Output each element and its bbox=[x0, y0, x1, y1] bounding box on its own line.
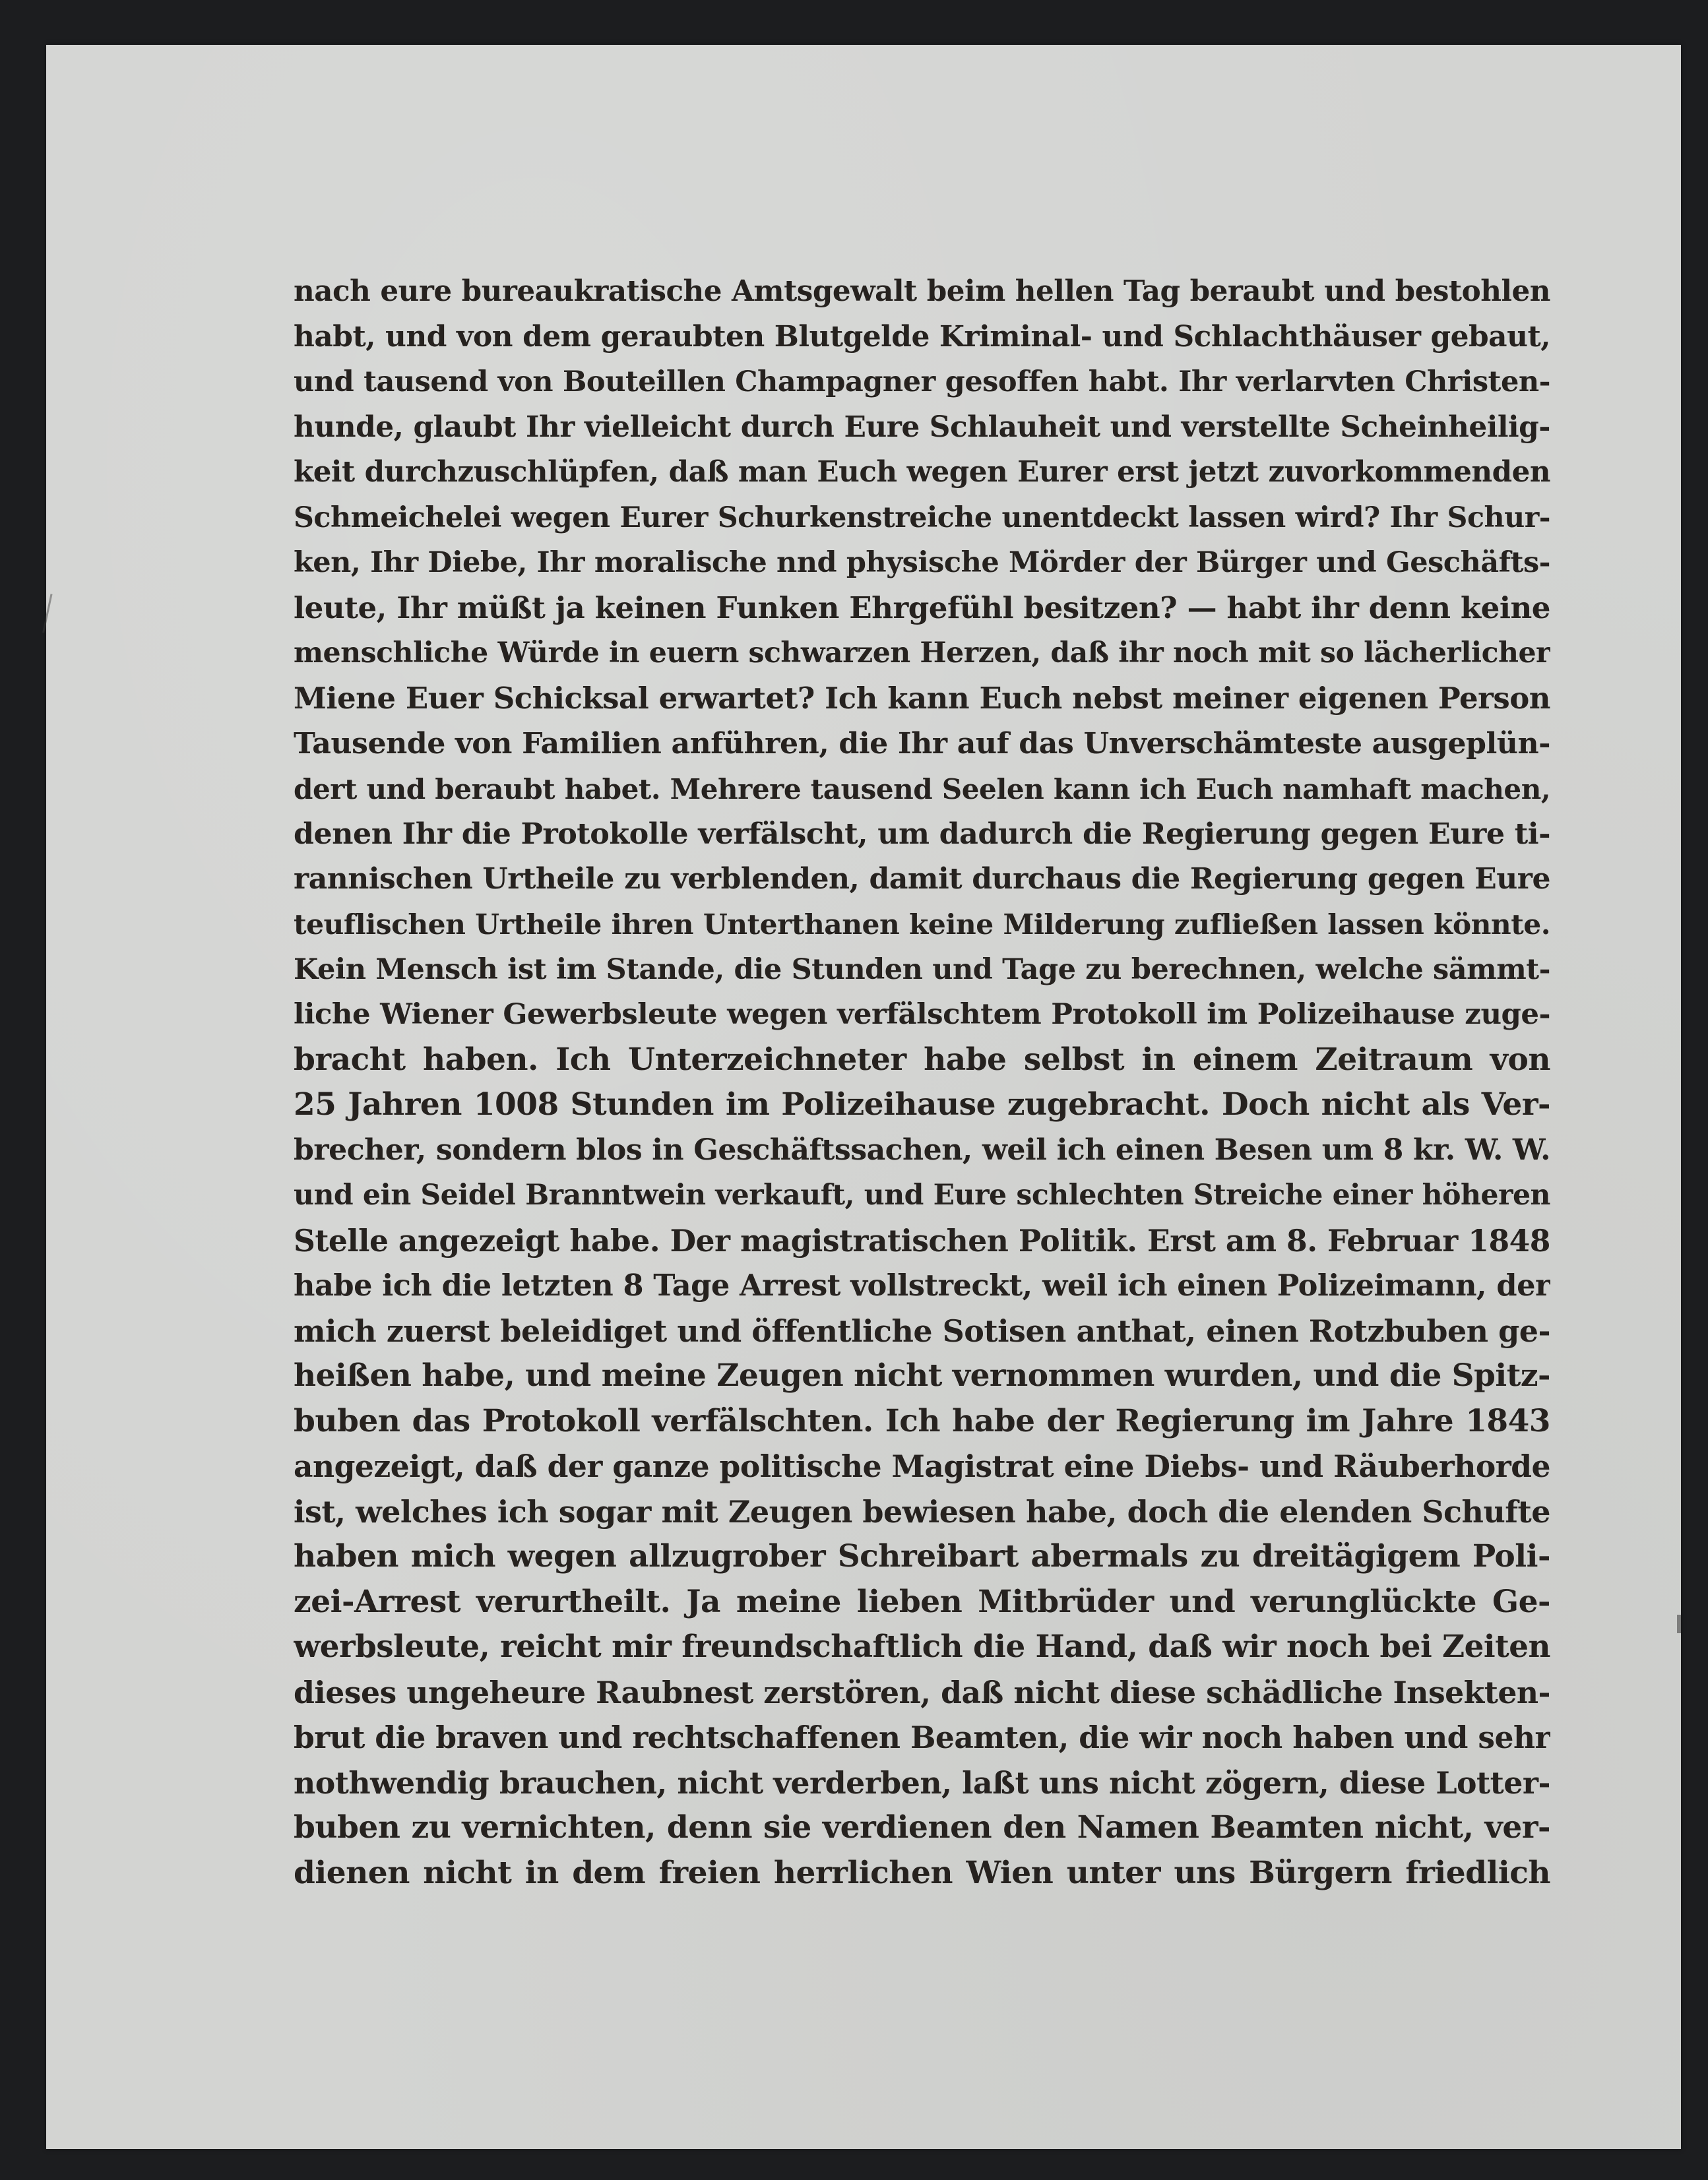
text-line: buben das Protokoll verfälschten. Ich habe der Regierung im Jahre 1843 bbox=[294, 1402, 1550, 1439]
text-line: angezeigt, daß der ganze politische Magistrat eine Diebs- und Räuberhorde bbox=[294, 1448, 1550, 1484]
text-line: Miene Euer Schicksal erwartet? Ich kann Euch nebst meiner eigenen Person bbox=[294, 680, 1550, 716]
text-line: denen Ihr die Protokolle verfälscht, um dadurch die Regierung gegen Eure ti- bbox=[294, 817, 1550, 851]
text-line: nothwendig brauchen, nicht verderben, laßt uns nicht zögern, diese Lotter- bbox=[294, 1764, 1550, 1801]
text-line: ist, welches ich sogar mit Zeugen bewiesen habe, doch die elenden Schufte bbox=[294, 1493, 1550, 1530]
text-line: buben zu vernichten, denn sie verdienen den Namen Beamten nicht, ver- bbox=[294, 1809, 1550, 1846]
text-line: dieses ungeheure Raubnest zerstören, daß nicht diese schädliche Insekten- bbox=[294, 1674, 1550, 1710]
text-line: Kein Mensch ist im Stande, die Stunden und Tage zu berechnen, welche sämmt- bbox=[294, 952, 1550, 986]
text-line: habt, und von dem geraubten Blutgelde Kriminal- und Schlachthäuser gebaut, bbox=[294, 319, 1550, 354]
paper-sheet bbox=[46, 45, 1681, 2149]
text-line: und tausend von Bouteillen Champagner gesoffen habt. Ihr verlarvten Christen- bbox=[294, 365, 1550, 398]
text-line: brecher, sondern blos in Geschäftssachen, weil ich einen Besen um 8 kr. W. W. bbox=[294, 1133, 1550, 1167]
text-line: teuflischen Urtheile ihren Unterthanen keine Milderung zufließen lassen könnte. bbox=[294, 908, 1550, 941]
text-line: nach eure bureaukratische Amtsgewalt beim hellen Tag beraubt und bestohlen bbox=[294, 274, 1550, 308]
text-line: leute, Ihr müßt ja keinen Funken Ehrgefühl besitzen? — habt ihr denn keine bbox=[294, 590, 1550, 625]
text-line: bracht haben. Ich Unterzeichneter habe selbst in einem Zeitraum von bbox=[294, 1041, 1550, 1078]
text-line: werbsleute, reicht mir freundschaftlich die Hand, daß wir noch bei Zeiten bbox=[294, 1629, 1550, 1665]
text-line: rannischen Urtheile zu verblenden, damit durchaus die Regierung gegen Eure bbox=[294, 861, 1550, 896]
text-line: hunde, glaubt Ihr vielleicht durch Eure Schlauheit und verstellte Scheinheilig- bbox=[294, 410, 1550, 444]
text-line: ken, Ihr Diebe, Ihr moralische nnd physische Mörder der Bürger und Geschäfts- bbox=[294, 546, 1550, 579]
text-line: brut die braven und rechtschaffenen Beamten, die wir noch haben und sehr bbox=[294, 1720, 1550, 1755]
margin-mark bbox=[42, 594, 72, 637]
text-line: haben mich wegen allzugrober Schreibart abermals zu dreitägigem Poli- bbox=[294, 1538, 1550, 1574]
text-line: liche Wiener Gewerbsleute wegen verfälschtem Protokoll im Polizeihause zuge- bbox=[294, 997, 1550, 1031]
text-line: habe ich die letzten 8 Tage Arrest vollstreckt, weil ich einen Polizeimann, der bbox=[294, 1268, 1550, 1303]
text-line: 25 Jahren 1008 Stunden im Polizeihause zugebracht. Doch nicht als Ver- bbox=[294, 1086, 1550, 1123]
text-line: Schmeichelei wegen Eurer Schurkenstreiche unentdeckt lassen wird? Ihr Schur- bbox=[294, 501, 1550, 534]
text-line: heißen habe, und meine Zeugen nicht vernommen wurden, und die Spitz- bbox=[294, 1357, 1550, 1394]
edge-mark bbox=[1677, 1615, 1681, 1633]
text-line: Tausende von Familien anführen, die Ihr auf das Unverschämteste ausgeplün- bbox=[294, 726, 1550, 761]
text-line: Stelle angezeigt habe. Der magistratischen Politik. Erst am 8. Februar 1848 bbox=[294, 1222, 1550, 1259]
text-line: mich zuerst beleidiget und öffentliche Sotisen anthat, einen Rotzbuben ge- bbox=[294, 1313, 1550, 1349]
text-line: keit durchzuschlüpfen, daß man Euch wegen Eurer erst jetzt zuvorkommenden bbox=[294, 455, 1550, 489]
text-line: dienen nicht in dem freien herrlichen Wien unter uns Bürgern friedlich bbox=[294, 1854, 1550, 1891]
text-line: dert und beraubt habet. Mehrere tausend Seelen kann ich Euch namhaft machen, bbox=[294, 772, 1550, 805]
text-line: und ein Seidel Branntwein verkauft, und Eure schlechten Streiche einer höheren bbox=[294, 1179, 1550, 1212]
text-line: zei-Arrest verurtheilt. Ja meine lieben Mitbrüder und verunglückte Ge- bbox=[294, 1583, 1550, 1620]
body-text bbox=[294, 269, 1550, 1896]
text-line: menschliche Würde in euern schwarzen Herzen, daß ihr noch mit so lächerlicher bbox=[294, 637, 1550, 670]
